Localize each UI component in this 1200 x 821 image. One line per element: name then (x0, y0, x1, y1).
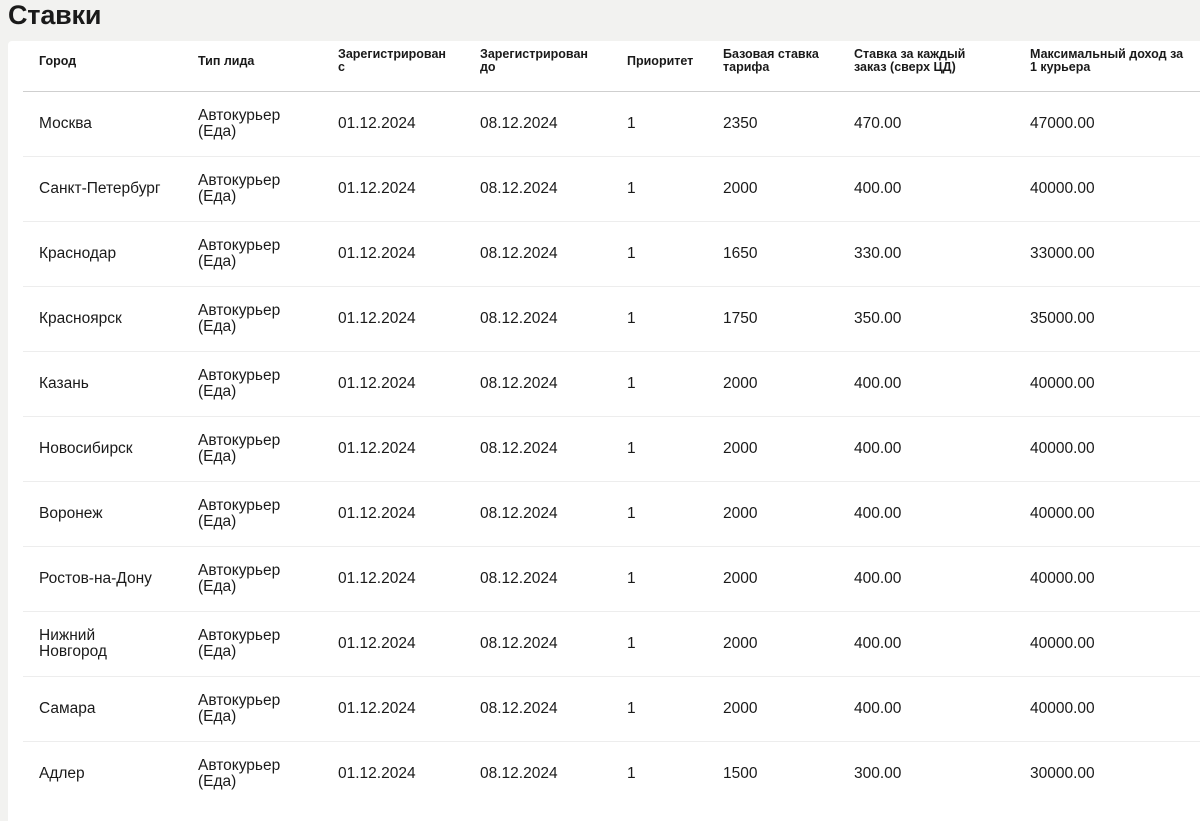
cell-base-rate: 2000 (707, 416, 838, 481)
table-row (23, 416, 1200, 481)
column-header-priority: Приоритет (611, 41, 707, 91)
cell-max-income: 30000.00 (1030, 764, 1095, 782)
cell-per-order-rate: 470.00 (838, 91, 1014, 156)
cell-registered-from: 01.12.2024 (322, 416, 464, 481)
table-row (23, 546, 1200, 611)
cell-max-income: 35000.00 (1014, 286, 1200, 351)
cell-city: Ростов-на-Дону (23, 546, 182, 611)
cell-city: Краснодар (23, 221, 182, 286)
cell-lead-type: Автокурьер (Еда) (182, 676, 322, 741)
page-title: Ставки (8, 0, 102, 30)
cell-lead-type: Автокурьер (Еда) (182, 611, 322, 676)
cell-max-income: 40000.00 (1014, 676, 1200, 741)
cell-registered-from: 01.12.2024 (322, 91, 464, 156)
cell-base-rate: 2000 (707, 156, 838, 221)
cell-per-order-rate: 330.00 (838, 221, 1014, 286)
cell-city: Нижний Новгород (23, 611, 182, 676)
cell-registered-from: 01.12.2024 (322, 611, 464, 676)
table-row (23, 676, 1200, 741)
column-header-registered-from: Зарегистрирован с (322, 41, 464, 91)
cell-registered-from: 01.12.2024 (322, 676, 464, 741)
cell-max-income: 40000.00 (1014, 351, 1200, 416)
cell-lead-type: Автокурьер (Еда) (198, 756, 281, 790)
cell-registered-to: 08.12.2024 (464, 91, 611, 156)
cell-city: Новосибирск (23, 416, 182, 481)
cell-city: Красноярск (23, 286, 182, 351)
cell-lead-type: Автокурьер (Еда) (182, 351, 322, 416)
table-row (23, 481, 1200, 546)
cell-base-rate: 2000 (707, 481, 838, 546)
cell-registered-to: 08.12.2024 (464, 611, 611, 676)
cell-base-rate: 2350 (707, 91, 838, 156)
column-header-registered-to: Зарегистрирован до (464, 41, 611, 91)
cell-priority: 1 (611, 611, 707, 676)
cell-per-order-rate: 300.00 (854, 764, 902, 782)
cell-per-order-rate: 400.00 (838, 546, 1014, 611)
table-row (23, 286, 1200, 351)
cell-priority: 1 (611, 156, 707, 221)
cell-priority: 1 (611, 91, 707, 156)
cell-registered-from: 01.12.2024 (322, 221, 464, 286)
cell-max-income: 40000.00 (1014, 416, 1200, 481)
cell-max-income: 40000.00 (1014, 481, 1200, 546)
cell-max-income: 40000.00 (1014, 156, 1200, 221)
cell-base-rate: 2000 (707, 351, 838, 416)
cell-registered-to: 08.12.2024 (464, 416, 611, 481)
cell-city: Адлер (39, 764, 85, 782)
cell-per-order-rate: 400.00 (838, 676, 1014, 741)
cell-per-order-rate: 400.00 (838, 156, 1014, 221)
cell-lead-type: Автокурьер (Еда) (182, 481, 322, 546)
column-header-per-order-rate: Ставка за каждый заказ (сверх ЦД) (838, 41, 1014, 91)
cell-priority: 1 (611, 546, 707, 611)
cell-priority: 1 (611, 676, 707, 741)
table-row (23, 156, 1200, 221)
cell-base-rate: 2000 (707, 546, 838, 611)
table-row (23, 221, 1200, 286)
cell-base-rate: 2000 (707, 676, 838, 741)
cell-max-income: 33000.00 (1014, 221, 1200, 286)
cell-registered-to: 08.12.2024 (464, 156, 611, 221)
cell-priority: 1 (611, 481, 707, 546)
table-row (23, 741, 1200, 806)
cell-base-rate: 2000 (707, 611, 838, 676)
cell-registered-from: 01.12.2024 (322, 156, 464, 221)
cell-registered-to: 08.12.2024 (464, 351, 611, 416)
cell-city: Санкт-Петербург (23, 156, 182, 221)
column-header-max-income: Максимальный доход за 1 курьера (1014, 41, 1200, 91)
cell-lead-type: Автокурьер (Еда) (182, 286, 322, 351)
cell-city: Москва (23, 91, 182, 156)
cell-lead-type: Автокурьер (Еда) (182, 221, 322, 286)
table-row (23, 91, 1200, 156)
cell-priority: 1 (611, 286, 707, 351)
cell-lead-type: Автокурьер (Еда) (182, 416, 322, 481)
cell-max-income: 40000.00 (1014, 611, 1200, 676)
cell-priority: 1 (611, 221, 707, 286)
cell-per-order-rate: 400.00 (838, 481, 1014, 546)
column-header-base-rate: Базовая ставка тарифа (707, 41, 838, 91)
cell-registered-to: 08.12.2024 (480, 764, 558, 782)
table-header (23, 41, 1200, 91)
cell-priority: 1 (627, 764, 636, 782)
cell-per-order-rate: 400.00 (838, 351, 1014, 416)
cell-lead-type: Автокурьер (Еда) (182, 156, 322, 221)
cell-base-rate: 1500 (723, 764, 758, 782)
cell-city: Воронеж (23, 481, 182, 546)
cell-registered-to: 08.12.2024 (464, 546, 611, 611)
cell-priority: 1 (611, 416, 707, 481)
column-header-city: Город (23, 41, 182, 91)
cell-per-order-rate: 350.00 (838, 286, 1014, 351)
rates-card (8, 41, 1200, 821)
cell-base-rate: 1650 (707, 221, 838, 286)
cell-registered-from: 01.12.2024 (322, 481, 464, 546)
cell-max-income: 40000.00 (1014, 546, 1200, 611)
cell-registered-to: 08.12.2024 (464, 676, 611, 741)
cell-max-income: 47000.00 (1014, 91, 1200, 156)
cell-registered-to: 08.12.2024 (464, 286, 611, 351)
table-body (23, 91, 1200, 806)
cell-registered-from: 01.12.2024 (322, 286, 464, 351)
cell-priority: 1 (611, 351, 707, 416)
cell-lead-type: Автокурьер (Еда) (182, 91, 322, 156)
cell-registered-to: 08.12.2024 (464, 221, 611, 286)
cell-city: Самара (23, 676, 182, 741)
cell-city: Казань (23, 351, 182, 416)
table-row (23, 611, 1200, 676)
table-row (23, 351, 1200, 416)
cell-registered-from: 01.12.2024 (338, 764, 416, 782)
column-header-lead-type: Тип лида (182, 41, 322, 91)
cell-per-order-rate: 400.00 (838, 416, 1014, 481)
rates-table (23, 41, 1200, 806)
cell-per-order-rate: 400.00 (838, 611, 1014, 676)
cell-base-rate: 1750 (707, 286, 838, 351)
cell-registered-to: 08.12.2024 (464, 481, 611, 546)
cell-registered-from: 01.12.2024 (322, 351, 464, 416)
cell-lead-type: Автокурьер (Еда) (182, 546, 322, 611)
cell-registered-from: 01.12.2024 (322, 546, 464, 611)
